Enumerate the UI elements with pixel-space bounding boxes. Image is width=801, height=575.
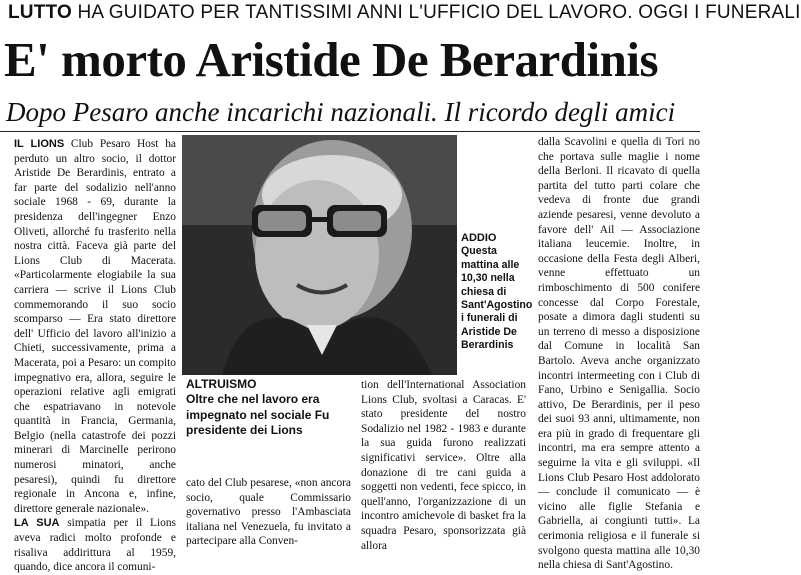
photo-caption: [461, 232, 533, 382]
paragraph-column-4: dalla Scavolini e quella di Tori no che portava sulle maglie i nome della Berloni. Il ricavato di quella partita del tutto parti colare che vedeva di fronte due grandi aziende pesaresi, venne devoluto a favore dell' Ail — Associazione italiana leucemie. Inoltre, in occasione della Festa degli Alberi, venne effettuato un rimboschimento di 500 conifere concesse dal Corpo Forestale, posate a dimora dagli studenti su un terreno di messo a disposizione dal Comune in località San Bartolo. Aveva anche organizzato incontri intermeeting con i Club di Fano, Urbino e Senigallia. Socio attivo, De Berardinis, per il peso dei suoi 93 anni, ultimamente, non era più in grado di frequentare gli incontri, ma era sempre attento a seguirne la vita e gli sviluppi. «Il Lions Club Pesaro Host addolorato — conclude il comunicato — è vicino alle figlie Stefania e Gabriella, ai congiunti tutti». La cerimonia religiosa e il funerale si svolgono questa mattina alle 10,30 nella chiesa di Sant'Agostino.: [538, 136, 700, 572]
kicker: [8, 2, 801, 28]
article-column-1: [14, 137, 176, 574]
article-column-2: [186, 476, 351, 568]
photo-caption-label: ADDIO: [461, 232, 497, 244]
portrait-image: [182, 135, 457, 375]
lead-in-2: LA SUA: [14, 517, 60, 530]
lead-in-1: IL LIONS: [14, 138, 65, 150]
paragraph-column-3: tion dell'International Association Lions Club, svoltasi a Caracas. E' stato presidente del nostro Sodalizio nel 1982 - 1983 e durante la sua guida furono realizzati significativi service». Oltre alla donazione di tre cani guida a soggetti non vedenti, fece spicco, in quell'anno, l'organizzazione di un incontro amichevole di basket fra la squadra Pesaro, sponsorizzata già allora: [361, 379, 526, 552]
kicker-tag: LUTTO: [8, 2, 72, 23]
headline: E' morto Aristide De Berardinis: [4, 32, 659, 87]
paragraph-2: simpatia per il Lions aveva radici molto profonde e risaliva addirittura al 1959, quando, dice ancora il comuni-: [14, 517, 176, 574]
header-rule: [0, 131, 700, 132]
portrait-photo: [182, 135, 457, 375]
article-column-3: [361, 378, 526, 568]
sidebar-caption-text: Oltre che nel lavoro era impegnato nel sociale Fu presidente dei Lions: [186, 392, 330, 437]
subhead: Dopo Pesaro anche incarichi nazionali. Il ricordo degli amici: [6, 97, 676, 127]
paragraph-1: Club Pesaro Host ha perduto un altro socio, il dottor Aristide De Berardinis, entrato a far parte del sodalizio nell'anno sociale 1968 - 69, durante la presidenza dell'ingegner Enzo Oliveti, allorché fu trasferito nella nostra città. Faceva già parte del Lions Club di Macerata. «Particolarmente elogiabile la sua carriera — scrive il Lions Club commemorando il suo socio scomparso — Era stato direttore dell' Ufficio del lavoro all'inizio a Chieti, successivamente, prima a Macerata, poi a Pesaro: un compito impegnativo era, allora, seguire le operazioni relative agli emigrati che espatriavano in notevole quantità in Francia, Germania, Belgio (nella catastrofe dei pozzi minerari di Marcinelle perirono numerosi minatori, anche pesaresi), quindi fu direttore regionale in Ancona e, infine, direttore generale nazionale».: [14, 138, 176, 515]
article-column-4: [538, 135, 700, 572]
paragraph-column-2: cato del Club pesarese, «non ancora socio, quale Commissario governativo presso l'Ambasciata italiana nel Venezuela, fu invitato a partecipare alla Conven-: [186, 477, 351, 548]
sidebar-caption-label: ALTRUISMO: [186, 377, 257, 391]
kicker-text: HA GUIDATO PER TANTISSIMI ANNI L'UFFICIO DEL LAVORO. OGGI I FUNERALI: [77, 2, 801, 23]
photo-caption-text: Questa mattina alle 10,30 nella chiesa di Sant'Agostino i funerali di Aristide De Berardinis: [461, 245, 533, 352]
sidebar-caption: [186, 376, 356, 468]
